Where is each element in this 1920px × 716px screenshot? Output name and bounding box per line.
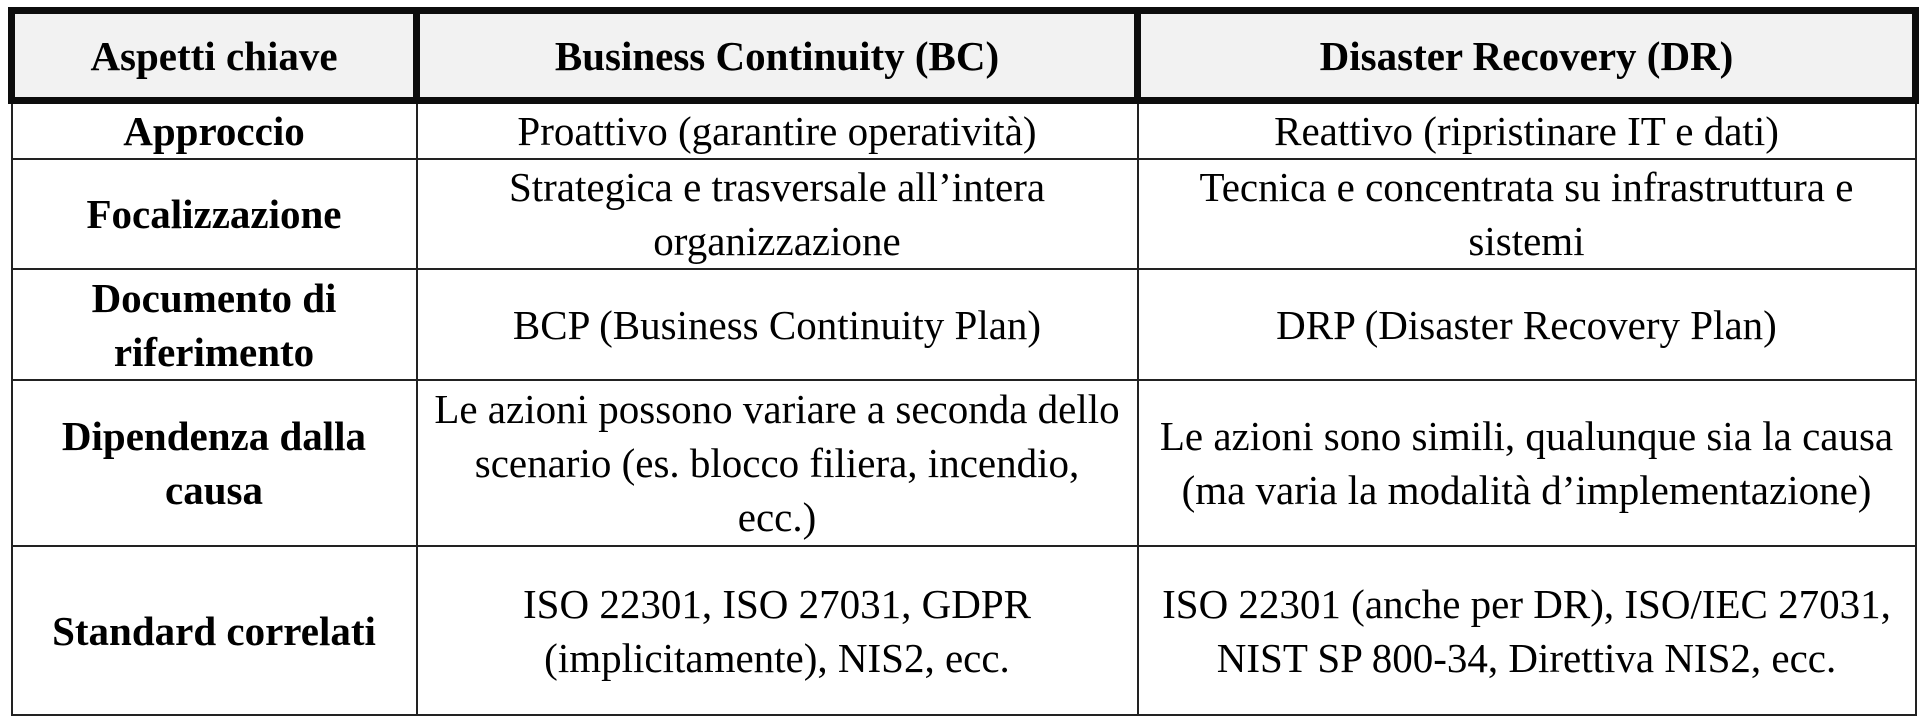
table-body [12,101,1916,716]
row-key-cell: Documento di riferimento [12,269,417,380]
header-row [12,11,1916,101]
bc-cell: Proattivo (garantire operatività) [417,101,1138,160]
header-disaster-recovery: Disaster Recovery (DR) [1138,11,1916,101]
header-business-continuity: Business Continuity (BC) [417,11,1138,101]
bc-dr-comparison-table [8,7,1919,716]
row-key-cell: Approccio [12,101,417,160]
bc-cell: Strategica e trasversale all’intera organizzazione [417,159,1138,269]
bc-cell: Le azioni possono variare a seconda dello scenario (es. blocco filiera, incendio, ecc.) [417,380,1138,546]
header-key-aspects: Aspetti chiave [12,11,417,101]
table-header [12,11,1916,101]
table-row [12,159,1916,269]
table-row [12,380,1916,546]
dr-cell: ISO 22301 (anche per DR), ISO/IEC 27031, NIST SP 800-34, Direttiva NIS2, ecc. [1138,546,1916,715]
bc-cell: BCP (Business Continuity Plan) [417,269,1138,380]
table-row [12,546,1916,715]
dr-cell: DRP (Disaster Recovery Plan) [1138,269,1916,380]
row-key-cell: Focalizzazione [12,159,417,269]
table-row [12,269,1916,380]
dr-cell: Reattivo (ripristinare IT e dati) [1138,101,1916,160]
row-key-cell: Dipendenza dalla causa [12,380,417,546]
row-key-cell: Standard correlati [12,546,417,715]
dr-cell: Tecnica e concentrata su infrastruttura e sistemi [1138,159,1916,269]
bc-cell: ISO 22301, ISO 27031, GDPR (implicitamente), NIS2, ecc. [417,546,1138,715]
comparison-table-container [8,7,1912,709]
dr-cell: Le azioni sono simili, qualunque sia la causa (ma varia la modalità d’implementazione) [1138,380,1916,546]
table-row [12,101,1916,160]
